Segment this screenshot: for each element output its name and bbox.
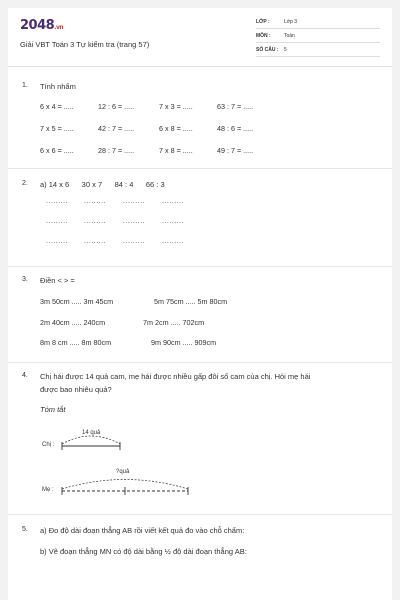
q1-cell: 6 x 8 = ..... bbox=[159, 124, 193, 133]
q3-number: 3. bbox=[22, 276, 28, 283]
chi-value: 14 quả bbox=[82, 430, 101, 436]
q3-cell: 2m 40cm ..... 240cm bbox=[40, 318, 106, 327]
meta-label: SỐ CÂU : bbox=[256, 47, 279, 53]
answer-dots: ......... bbox=[46, 218, 69, 225]
meta-row-class bbox=[256, 16, 380, 29]
q3-cell: 3m 50cm ..... 3m 45cm bbox=[40, 297, 114, 306]
q3-cell: 5m 75cm ..... 5m 80cm bbox=[154, 297, 228, 306]
answer-dots: ......... bbox=[84, 198, 107, 205]
q1-cell: 42 : 7 = ..... bbox=[98, 124, 135, 133]
q1-cell: 49 : 7 = ..... bbox=[217, 146, 254, 155]
q1-cell: 6 x 4 = ..... bbox=[40, 102, 74, 111]
divider bbox=[8, 362, 392, 363]
q3-cell: 7m 2cm ..... 702cm bbox=[143, 318, 205, 327]
page-title: Giải VBT Toán 3 Tự kiểm tra (trang 57) bbox=[20, 40, 150, 49]
summary-label: Tóm tắt bbox=[40, 405, 66, 414]
answer-dots: ......... bbox=[123, 218, 146, 225]
me-value: ?quả bbox=[116, 469, 130, 475]
q1-text: Tính nhẩm bbox=[40, 82, 76, 91]
answer-dots: ......... bbox=[123, 238, 146, 245]
q5-part-a: a) Đo độ dài đoạn thẳng AB rồi viết kết quả đo vào chỗ chấm: bbox=[40, 526, 245, 535]
q3-cell: 9m 90cm ..... 909cm bbox=[151, 338, 217, 347]
answer-dots: ......... bbox=[162, 218, 185, 225]
q4-line1: Chị hái được 14 quả cam, mẹ hái được nhiều gấp đôi số cam của chị. Hỏi mẹ hái bbox=[40, 372, 311, 381]
answer-dots: ......... bbox=[162, 198, 185, 205]
divider bbox=[8, 168, 392, 169]
meta-value: Toán bbox=[284, 33, 295, 39]
q1-cell: 7 x 5 = ..... bbox=[40, 124, 74, 133]
q4-line2: được bao nhiêu quả? bbox=[40, 385, 112, 394]
q1-cell: 7 x 8 = ..... bbox=[159, 146, 193, 155]
me-label: Mẹ : bbox=[42, 487, 54, 493]
chi-label: Chị : bbox=[42, 442, 55, 448]
q5-part-b: b) Vẽ đoạn thẳng MN có độ dài bằng ½ độ dài đoạn thẳng AB: bbox=[40, 547, 247, 556]
header bbox=[8, 8, 392, 67]
answer-dots: ......... bbox=[162, 238, 185, 245]
answer-dots: ......... bbox=[46, 198, 69, 205]
meta-row-subject bbox=[256, 30, 380, 43]
answer-dots: ......... bbox=[46, 238, 69, 245]
q2-text: a) 14 x 6 30 x 7 84 : 4 66 : 3 bbox=[40, 180, 165, 189]
worksheet bbox=[8, 8, 392, 600]
divider bbox=[8, 266, 392, 267]
q1-cell: 48 : 6 = ..... bbox=[217, 124, 254, 133]
meta-value: 5 bbox=[284, 47, 287, 53]
q2-number: 2. bbox=[22, 180, 28, 187]
q1-cell: 7 x 3 = ..... bbox=[159, 102, 193, 111]
meta-value: Lớp 3 bbox=[284, 19, 298, 25]
brace-arc bbox=[62, 436, 120, 444]
meta-label: MÔN : bbox=[256, 33, 271, 39]
q1-cell: 28 : 7 = ..... bbox=[98, 146, 135, 155]
answer-dots: ......... bbox=[123, 198, 146, 205]
q1-cell: 12 : 6 = ..... bbox=[98, 102, 135, 111]
q3-text: Điền < > = bbox=[40, 276, 75, 285]
q1-cell: 63 : 7 = ..... bbox=[217, 102, 254, 111]
q4-number: 4. bbox=[22, 372, 28, 379]
meta-row-count bbox=[256, 44, 380, 57]
q5-number: 5. bbox=[22, 526, 28, 533]
logo-text: 2048 bbox=[20, 18, 55, 33]
logo bbox=[20, 18, 63, 33]
q1-number: 1. bbox=[22, 82, 28, 89]
meta-label: LỚP : bbox=[256, 19, 270, 25]
answer-dots: ......... bbox=[84, 238, 107, 245]
divider bbox=[8, 514, 392, 515]
q3-cell: 8m 8 cm ..... 8m 80cm bbox=[40, 338, 112, 347]
q1-cell: 6 x 6 = ..... bbox=[40, 146, 74, 155]
answer-dots: ......... bbox=[84, 218, 107, 225]
logo-suffix: .vn bbox=[54, 24, 64, 31]
